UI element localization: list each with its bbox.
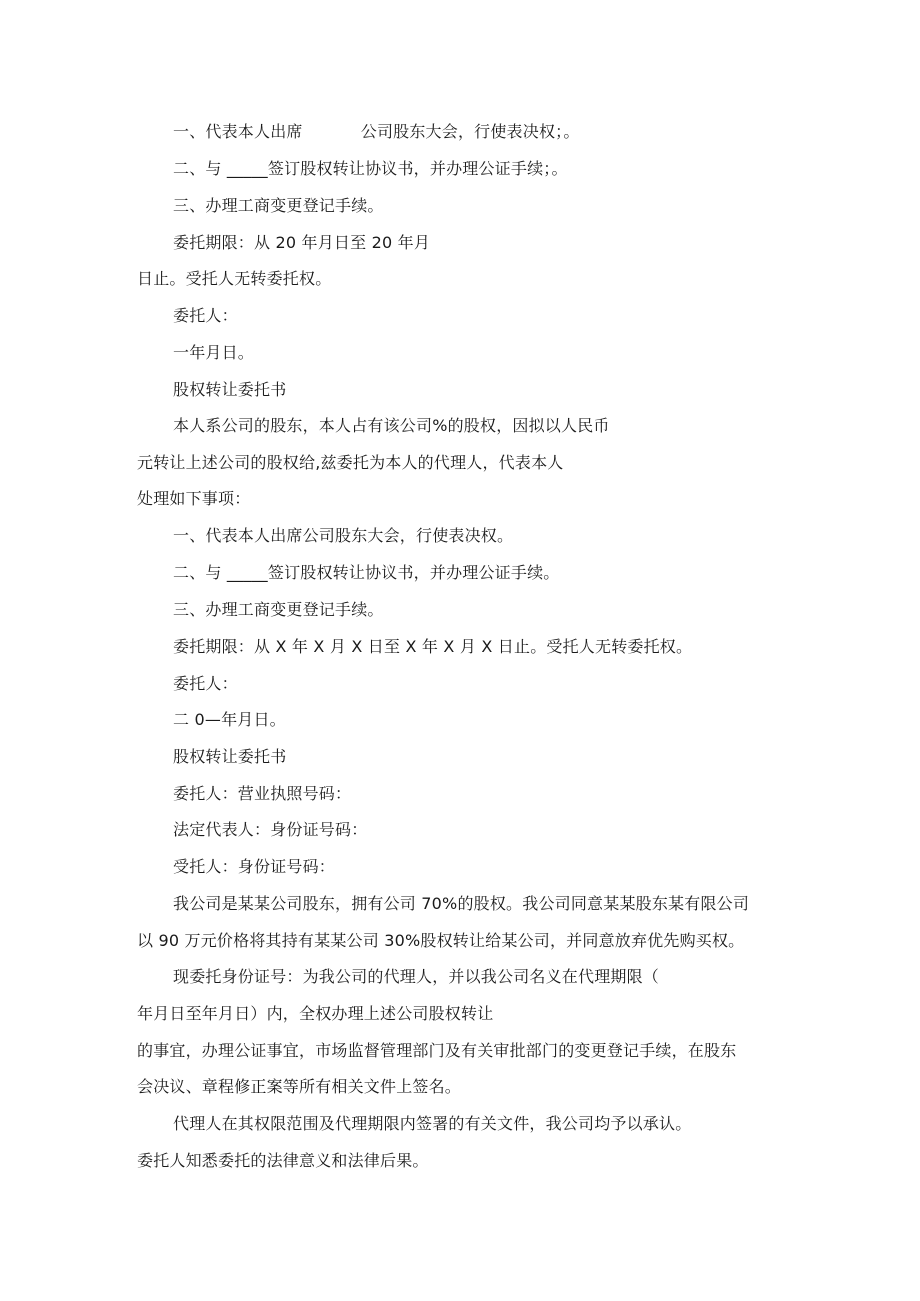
paragraph-line: 受托人：身份证号码：: [173, 857, 336, 876]
paragraph-line: 委托人：: [173, 674, 238, 693]
paragraph-line: 我公司是某某公司股东，拥有公司 70%的股权。我公司同意某某股东某有限公司: [173, 894, 750, 913]
paragraph-line: 委托期限：从 20 年月日至 20 年月: [173, 233, 431, 252]
paragraph-line: 法定代表人：身份证号码：: [173, 820, 368, 839]
paragraph-line: 处理如下事项：: [137, 489, 251, 508]
paragraph-line: 委托人：: [173, 306, 238, 325]
paragraph-line: 以 90 万元价格将其持有某某公司 30%股权转让给某公司，并同意放弃优先购买权。: [137, 931, 745, 950]
paragraph-line: 一年月日。: [173, 343, 255, 362]
paragraph-line: 二、与 _____签订股权转让协议书，并办理公证手续。: [173, 563, 560, 582]
paragraph-line: 代理人在其权限范围及代理期限内签署的有关文件，我公司均予以承认。: [173, 1114, 692, 1133]
paragraph-line: 元转让上述公司的股权给,兹委托为本人的代理人，代表本人: [137, 453, 564, 472]
paragraph-line: 本人系公司的股东，本人占有该公司%的股权，因拟以人民币: [173, 416, 610, 435]
paragraph-line: 委托人：营业执照号码：: [173, 784, 352, 803]
paragraph-line: 日止。受托人无转委托权。: [137, 269, 332, 288]
paragraph-line: 二 0—年月日。: [173, 710, 286, 729]
paragraph-line: 会决议、章程修正案等所有相关文件上签名。: [137, 1077, 462, 1096]
paragraph-line: 委托期限：从 X 年 X 月 X 日至 X 年 X 月 X 日止。受托人无转委托权。: [173, 637, 693, 656]
paragraph-line: 二、与 _____签订股权转让协议书，并办理公证手续；。: [173, 159, 568, 178]
paragraph-line: 一、代表本人出席 公司股东大会，行使表决权；。: [173, 122, 580, 141]
paragraph-line: 委托人知悉委托的法律意义和法律后果。: [137, 1151, 429, 1170]
paragraph-line: 一、代表本人出席公司股东大会，行使表决权。: [173, 526, 514, 545]
section-heading: 股权转让委托书: [173, 747, 287, 766]
paragraph-line: 年月日至年月日）内，全权办理上述公司股权转让: [137, 1004, 494, 1023]
paragraph-line: 三、办理工商变更登记手续。: [173, 600, 384, 619]
section-heading: 股权转让委托书: [173, 380, 287, 399]
paragraph-line: 现委托身份证号：为我公司的代理人，并以我公司名义在代理期限（: [173, 967, 660, 986]
paragraph-line: 三、办理工商变更登记手续。: [173, 196, 384, 215]
paragraph-line: 的事宜，办理公证事宜，市场监督管理部门及有关审批部门的变更登记手续，在股东: [137, 1041, 737, 1060]
